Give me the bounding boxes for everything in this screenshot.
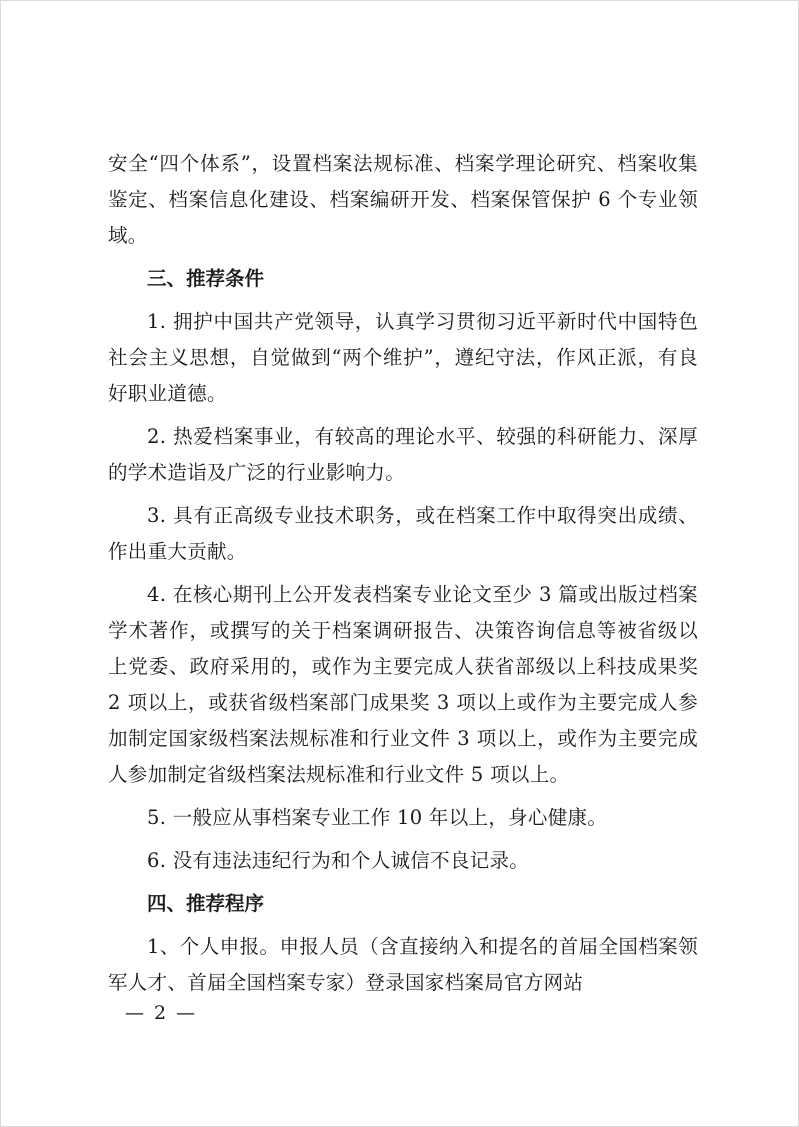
condition-2: 2. 热爱档案事业，有较高的理论水平、较强的科研能力、深厚的学术造诣及广泛的行业影响力。 <box>108 425 698 484</box>
section-four-heading: 四、推荐程序 <box>147 892 265 915</box>
procedure-step-1: 1、个人申报。申报人员（含直接纳入和提名的首届全国档案领军人才、首届全国档案专家）登录国家档案局官方网站 <box>108 935 698 994</box>
condition-1: 1. 拥护中国共产党领导，认真学习贯彻习近平新时代中国特色社会主义思想，自觉做到“两个维护”，遵纪守法，作风正派，有良好职业道德。 <box>108 310 698 405</box>
condition-4: 4. 在核心期刊上公开发表档案专业论文至少 3 篇或出版过档案学术著作，或撰写的关于档案调研报告、决策咨询信息等被省级以上党委、政府采用的，或作为主要完成人获省部级以上科技成果奖 2 项以上，或获省级档案部门成果奖 3 项以上或作为主要完成人参加制定国家级档案法规标准和行业文件 3 项以上，或作为主要完成人参加制定省级档案法规标准和行业文件 5 项以上。 <box>108 583 698 786</box>
continuation-paragraph: 安全“四个体系”，设置档案法规标准、档案学理论研究、档案收集鉴定、档案信息化建设、档案编研开发、档案保管保护 6 个专业领域。 <box>108 152 698 247</box>
section-three-heading: 三、推荐条件 <box>147 267 265 290</box>
condition-5: 5. 一般应从事档案专业工作 10 年以上，身心健康。 <box>147 806 608 829</box>
page-number: — 2 — <box>125 1002 198 1024</box>
document-body <box>108 146 698 1008</box>
condition-3: 3. 具有正高级专业技术职务，或在档案工作中取得突出成绩、作出重大贡献。 <box>108 504 698 563</box>
condition-6: 6. 没有违法违纪行为和个人诚信不良记录。 <box>147 849 530 872</box>
